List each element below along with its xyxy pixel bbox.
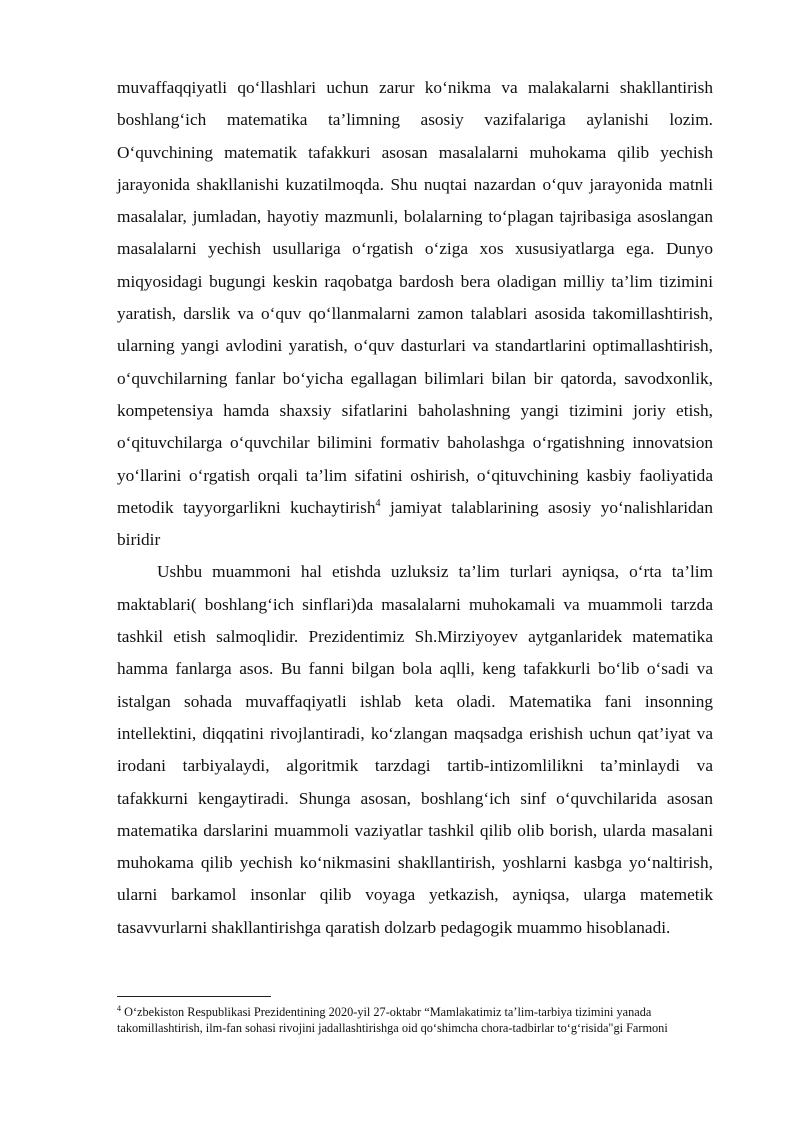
paragraph-2: Ushbu muammoni hal etishda uzluksiz ta’lim turlari ayniqsa, o‘rta ta’lim maktablari( boshlang‘ich sinflari)da masalalarni muhokamali va muammoli tarzda tashkil etish salmoqlidir. Prezidentimiz Sh.Mirziyoyev aytganlaridek matematika hamma fanlarga asos. Bu fanni bilgan bola aqlli, keng tafakkurli bo‘lib o‘sadi va istalgan sohada muvaffaqiyatli ishlab keta oladi. Matematika fani insonning intellektini, diqqatini rivojlantiradi, ko‘zlangan maqsadga erishish uchun qat’iyat va irodani tarbiyalaydi, algoritmik tarzdagi tartib-intizomlilikni ta’minlaydi va tafakkurni kengaytiradi. Shunga asosan, boshlang‘ich sinf o‘quvchilarida asosan matematika darslarini muammoli vaziyatlar tashkil qilib olib borish, ularda masalani muhokama qilib yechish ko‘nikmasini shakllantirish, yoshlarni kasbga yo‘naltirish, ularni barkamol insonlar qilib voyaga yetkazish, ayniqsa, ularga matemetik tasavvurlarni shakllantirishga qaratish dolzarb pedagogik muammo hisoblanadi. [117,562,713,937]
footnote-separator [117,996,271,997]
footnote-number: 4 [117,1003,121,1013]
footnote-text: O‘zbekiston Respublikasi Prezidentining 2020-yil 27-oktabr “Mamlakatimiz ta’lim-tarbiya tizimini yanada takomillashtirish, ilm-fan sohasi rivojini jadallashtirishga oid qo‘shimcha chora-tadbirlar to‘g‘risida"gi Farmoni [117,1005,668,1036]
footnote-reference[interactable]: 4 [375,498,381,510]
paragraph-1-tail: jamiyat talablarining asosiy yo‘nalishlaridan biridir [117,497,713,550]
paragraph-1 [117,72,713,556]
document-body [117,72,713,944]
paragraph-1-text: muvaffaqqiyatli qo‘llashlari uchun zarur ko‘nikma va malakalarni shakllantirish boshlang‘ich matematika ta’limning asosiy vazifalariga aylanishi lozim. O‘quvchining matematik tafakkuri asosan masalalarni muhokama qilib yechish jarayonida shakllanishi kuzatilmoqda. Shu nuqtai nazardan o‘quv jarayonida matnli masalalar, jumladan, hayotiy mazmunli, bolalarning to‘plagan tajribasiga asoslangan masalalarni yechish usullariga o‘rgatish o‘ziga xos xususiyatlarga ega. Dunyo miqyosidagi bugungi keskin raqobatga bardosh bera oladigan milliy ta’lim tizimini yaratish, darslik va o‘quv qo‘llanmalarni zamon talablari asosida takomillashtirish, ularning yangi avlodini yaratish, o‘quv dasturlari va standartlarini optimallashtirish, o‘quvchilarning fanlar bo‘yicha egallagan bilimlari bilan bir qatorda, savodxonlik, kompetensiya hamda shaxsiy sifatlarini baholashning yangi tizimini joriy etish, o‘qituvchilarga o‘quvchilar bilimini formativ baholashga o‘rgatishning innovatsion yo‘llarini o‘rgatish orqali ta’lim sifatini oshirish, o‘qituvchining kasbiy faoliyatida metodik tayyorgarlikni kuchaytirish [117,78,713,517]
footnote [117,1004,713,1036]
